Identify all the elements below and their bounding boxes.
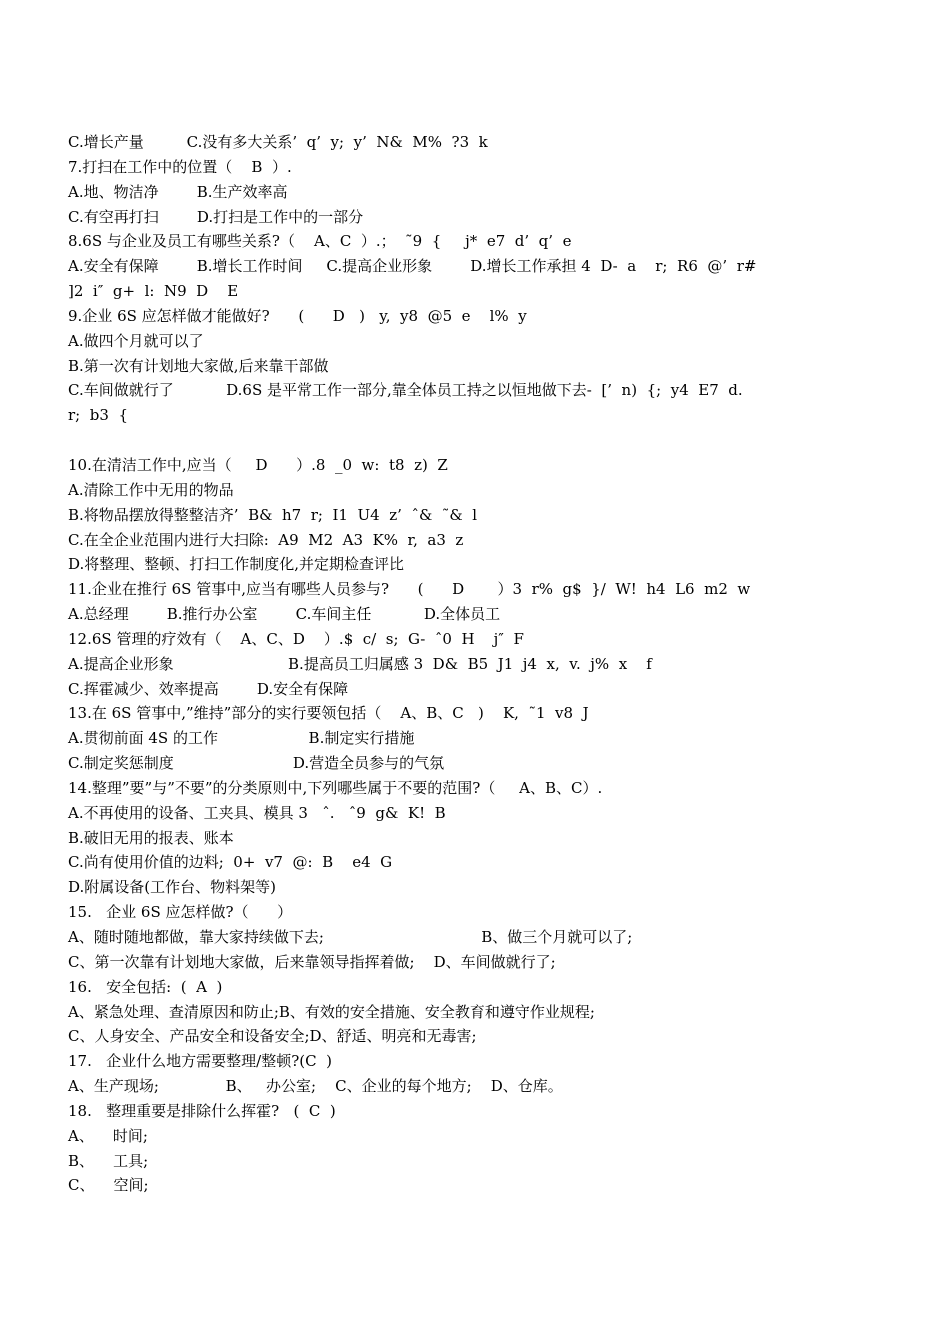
question-14: 14.整理”要”与”不要”的分类原则中,下列哪些属于不要的范围?（ A、B、C）. (68, 778, 603, 797)
blank-line (68, 428, 888, 453)
question-18: 18. 整理重要是排除什么挥霍? ( C ) (68, 1101, 336, 1120)
question-9: 9.企业 6S 应怎样做才能做好? ( D ) y, y8 @5 e l% y (68, 306, 527, 325)
question-15: 15. 企业 6S 应怎样做?（ ） (68, 903, 293, 922)
text-line: A、紧急处理、查清原因和防止;B、有效的安全措施、安全教育和遵守作业规程; (68, 1002, 595, 1021)
text-line: C.增长产量 C.没有多大关系’ q’ y; y’ N& M% ?3 k (68, 133, 488, 151)
question-17: 17. 企业什么地方需要整理/整顿?(C ) (68, 1052, 332, 1071)
text-line: r; b3 { (68, 406, 128, 425)
text-line: A、生产现场; B、 办公室; C、企业的每个地方; D、仓库。 (68, 1077, 563, 1096)
text-line: C、 空间; (68, 1176, 149, 1195)
text-line: A.做四个月就可以了 (68, 331, 204, 350)
text-line: A.贯彻前面 4S 的工作 B.制定实行措施 (68, 729, 415, 748)
text-line: A.总经理 B.推行办公室 C.车间主任 D.全体员工 (68, 605, 501, 624)
text-line: C.在全企业范围内进行大扫除: A9 M2 A3 K% r, a3 z (68, 530, 464, 549)
text-line: C.制定奖惩制度 D.营造全员参与的气氛 (68, 754, 445, 773)
question-11: 11.企业在推行 6S 管事中,应当有哪些人员参与? ( D ）3 r% g$ }/ W! h4 L6 m2 w (68, 580, 751, 599)
question-8: 8.6S 与企业及员工有哪些关系?（ A、C ）.； ˜9 { j* e7 d’ q’ e (68, 232, 572, 251)
text-line: C、第一次靠有计划地大家做，后来靠领导指挥着做; D、车间做就行了; (68, 952, 556, 971)
text-line: D.将整理、整顿、打扫工作制度化,并定期检查评比 (68, 555, 405, 574)
text-line: C.尚有使用价值的边料; 0+ v7 @: B e4 G (68, 853, 393, 872)
question-16: 16. 安全包括: ( A ) (68, 977, 223, 996)
text-line: D.附属设备(工作台、物料架等) (68, 878, 276, 897)
text-line: C、人身安全、产品安全和设备安全;D、舒适、明亮和无毒害; (68, 1027, 477, 1046)
text-line: C.有空再打扫 D.打扫是工作中的一部分 (68, 207, 364, 226)
text-line: ]2 i″ g+ l: N9 D E (68, 282, 239, 301)
question-10: 10.在清洁工作中,应当（ D ）.8 _0 w: t8 z) Z (68, 455, 448, 474)
text-line: A、 时间; (68, 1126, 148, 1145)
text-line: A.不再使用的设备、工夹具、模具 3 ˆ. ˆ9 g& K! B (68, 803, 446, 822)
question-7: 7.打扫在工作中的位置（ B ）. (68, 157, 292, 176)
text-line: C.车间做就行了 D.6S 是平常工作一部分,靠全体员工持之以恒地做下去- [’ n) {; y4 E7 d. (68, 381, 743, 400)
text-line: B.破旧无用的报表、账本 (68, 828, 234, 847)
document-body (68, 130, 888, 1198)
question-12: 12.6S 管理的疗效有（ A、C、D ）.$ c/ s; G- ˆ0 H j″ F (68, 629, 524, 648)
text-line: C.挥霍减少、效率提高 D.安全有保障 (68, 679, 349, 698)
text-line: A.安全有保障 B.增长工作时间 C.提高企业形象 D.增长工作承担 4 D- a r; R6 @’ r# (68, 257, 757, 276)
text-line: A.清除工作中无用的物品 (68, 480, 234, 499)
text-line: A、随时随地都做，靠大家持续做下去; B、做三个月就可以了; (68, 928, 633, 946)
text-line: B.将物品摆放得整整洁齐’ B& h7 r; I1 U4 z’ ˆ& ˜& l (68, 505, 478, 524)
text-line: A.地、物洁净 B.生产效率高 (68, 182, 288, 201)
text-line: B、 工具; (68, 1151, 149, 1170)
question-13: 13.在 6S 管事中,”维持”部分的实行要领包括（ A、B、C ) K, ˜1 v8 J (68, 704, 589, 723)
text-line: A.提高企业形象 B.提高员工归属感 3 D& B5 J1 j4 x, v. j% x f (68, 654, 652, 673)
text-line: B.第一次有计划地大家做,后来靠干部做 (68, 356, 329, 375)
